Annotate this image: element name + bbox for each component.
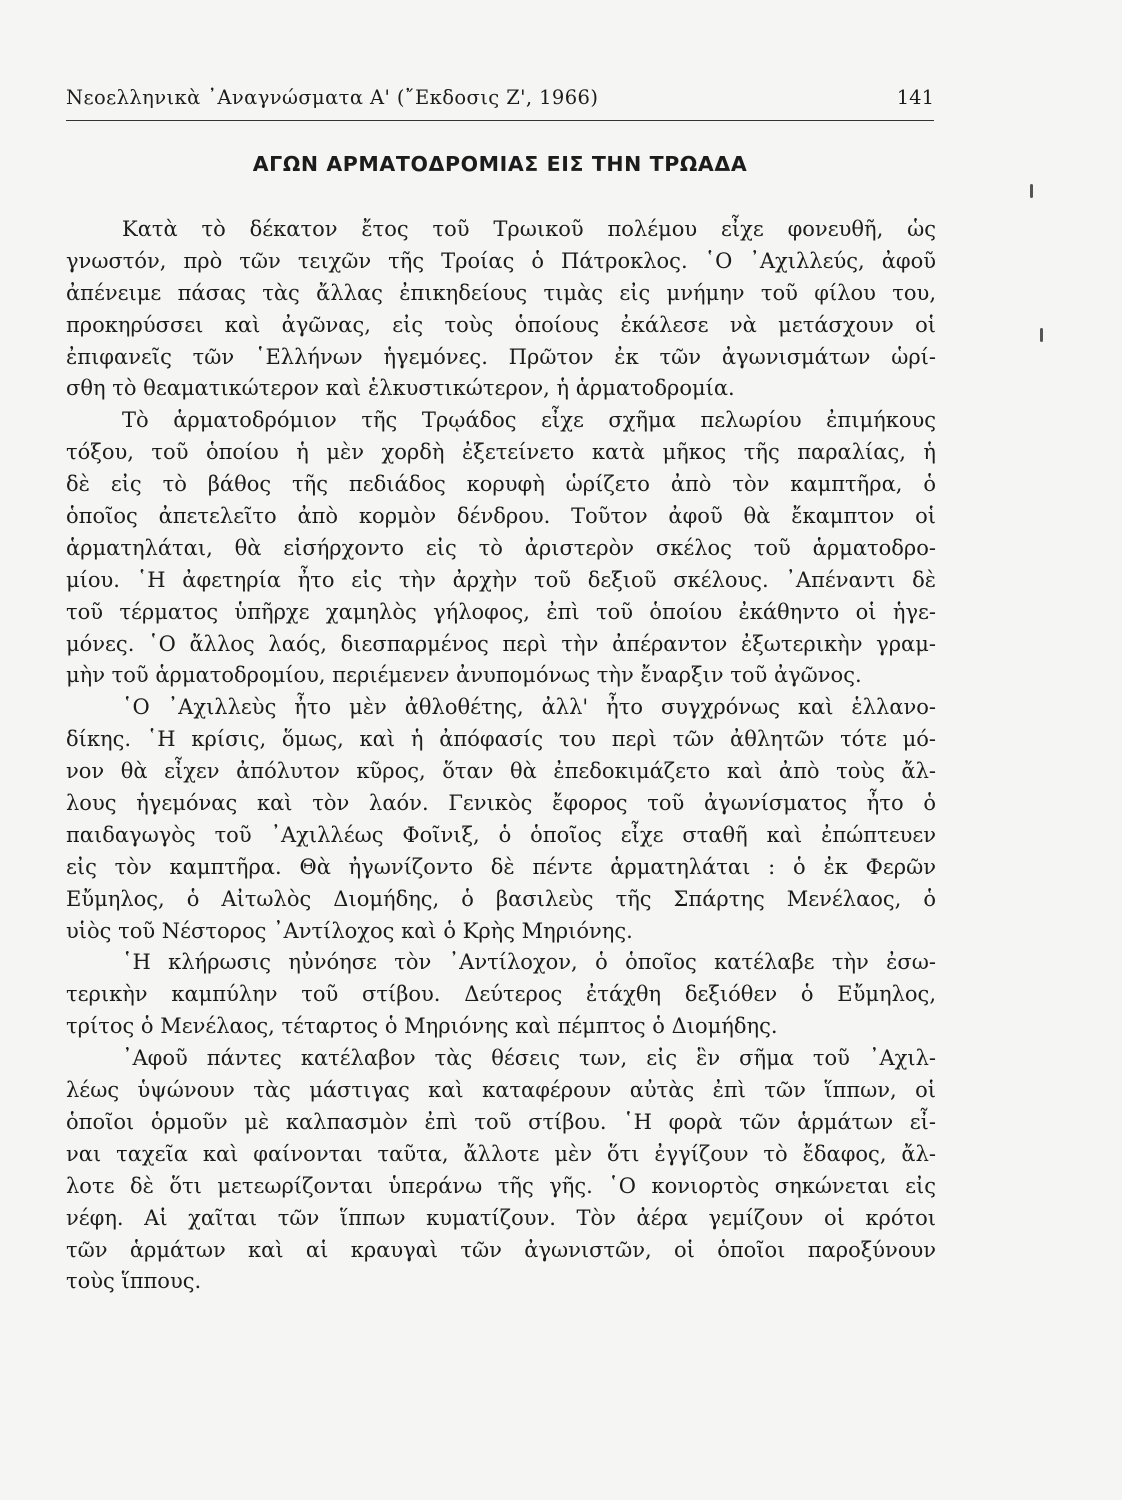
- paragraph-3: [66, 692, 936, 947]
- text-line: σθη τὸ θεαματικώτερον καὶ ἑλκυστικώτερον, ἡ ἁρματοδρομία.: [66, 376, 735, 401]
- text-line: νέφη. Αἱ χαῖται τῶν ἵππων κυματίζουν. Τὸν ἀέρα γεμίζουν οἱ κρότοι: [66, 1205, 936, 1230]
- text-line: ὁποῖοι ὁρμοῦν μὲ καλπασμὸν ἐπὶ τοῦ στίβου. ῾Η φορὰ τῶν ἁρμάτων εἶ-: [66, 1109, 936, 1134]
- text-line: λοτε δὲ ὅτι μετεωρίζονται ὑπεράνω τῆς γῆς. ῾Ο κονιορτὸς σηκώνεται εἰς: [66, 1173, 936, 1198]
- paragraph-1: [66, 214, 936, 405]
- text-line: ῾Η κλήρωσις ηὐνόησε τὸν ᾿Αντίλοχον, ὁ ὁποῖος κατέλαβε τὴν ἐσω-: [122, 950, 936, 975]
- body-text: [66, 214, 936, 1298]
- text-line: υἱὸς τοῦ Νέστορος ᾿Αντίλοχος καὶ ὁ Κρὴς Μηριόνης.: [66, 918, 633, 943]
- text-line: τρίτος ὁ Μενέλαος, τέταρτος ὁ Μηριόνης καὶ πέμπτος ὁ Διομήδης.: [66, 1014, 778, 1039]
- text-line: ἁρματηλάται, θὰ εἰσήρχοντο εἰς τὸ ἀριστερὸν σκέλος τοῦ ἁρματοδρο-: [66, 535, 936, 560]
- page-number: 141: [896, 86, 934, 109]
- text-line: Εὔμηλος, ὁ Αἰτωλὸς Διομήδης, ὁ βασιλεὺς τῆς Σπάρτης Μενέλαος, ὁ: [66, 886, 936, 911]
- text-line: λέως ὑψώνουν τὰς μάστιγας καὶ καταφέρουν αὐτὰς ἐπὶ τῶν ἵππων, οἱ: [66, 1078, 936, 1103]
- text-line: ναι ταχεῖα καὶ φαίνονται ταῦτα, ἄλλοτε μὲν ὅτι ἐγγίζουν τὸ ἔδαφος, ἄλ-: [66, 1141, 936, 1166]
- text-line: προκηρύσσει καὶ ἀγῶνας, εἰς τοὺς ὁποίους ἐκάλεσε νὰ μετάσχουν οἱ: [66, 312, 936, 337]
- text-line: Τὸ ἁρματοδρόμιον τῆς Τρῳάδος εἶχε σχῆμα πελωρίου ἐπιμήκους: [122, 408, 936, 433]
- text-line: λους ἡγεμόνας καὶ τὸν λαόν. Γενικὸς ἔφορος τοῦ ἀγωνίσματος ἦτο ὁ: [66, 791, 936, 816]
- paragraph-4: [66, 947, 936, 1043]
- text-line: νον θὰ εἶχεν ἀπόλυτον κῦρος, ὅταν θὰ ἐπεδοκιμάζετο καὶ ἀπὸ τοὺς ἄλ-: [66, 759, 936, 784]
- text-line: μόνες. ῾Ο ἄλλος λαός, διεσπαρμένος περὶ τὴν ἀπέραντον ἐξωτερικὴν γραμ-: [66, 631, 936, 656]
- text-line: εἰς τὸν καμπτῆρα. Θὰ ἠγωνίζοντο δὲ πέντε ἁρματηλάται : ὁ ἐκ Φερῶν: [66, 854, 936, 879]
- text-line: μὴν τοῦ ἁρματοδρομίου, περιέμενεν ἀνυπομόνως τὴν ἔναρξιν τοῦ ἀγῶνος.: [66, 663, 862, 688]
- margin-mark: [1030, 184, 1033, 198]
- text-line: τερικὴν καμπύλην τοῦ στίβου. Δεύτερος ἐτάχθη δεξιόθεν ὁ Εὔμηλος,: [66, 982, 936, 1007]
- text-line: τόξου, τοῦ ὁποίου ἡ μὲν χορδὴ ἐξετείνετο κατὰ μῆκος τῆς παραλίας, ἡ: [66, 440, 936, 465]
- text-line: ὁποῖος ἀπετελεῖτο ἀπὸ κορμὸν δένδρου. Τοῦτον ἀφοῦ θὰ ἔκαμπτον οἱ: [66, 504, 936, 529]
- text-line: δίκης. ῾Η κρίσις, ὅμως, καὶ ἡ ἀπόφασίς του περὶ τῶν ἀθλητῶν τότε μό-: [66, 727, 936, 752]
- running-title: Νεοελληνικὰ ᾿Αναγνώσματα Α' (῎Εκδοσις Ζ', 1966): [66, 86, 599, 109]
- paragraph-5: [66, 1043, 936, 1298]
- text-line: παιδαγωγὸς τοῦ ᾿Αχιλλέως Φοῖνιξ, ὁ ὁποῖος εἶχε σταθῆ καὶ ἐπώπτευεν: [66, 822, 936, 847]
- margin-mark: [1040, 328, 1043, 342]
- text-line: ῾Ο ᾿Αχιλλεὺς ἦτο μὲν ἀθλοθέτης, ἀλλ' ἦτο συγχρόνως καὶ ἑλλανο-: [122, 695, 936, 720]
- text-line: τοῦ τέρματος ὑπῆρχε χαμηλὸς γήλοφος, ἐπὶ τοῦ ὁποίου ἐκάθηντο οἱ ἡγε-: [66, 599, 936, 624]
- running-header: [66, 86, 934, 121]
- chapter-title: ΑΓΩΝ ΑΡΜΑΤΟΔΡΟΜΙΑΣ ΕΙΣ ΤΗΝ ΤΡΩΑΔΑ: [252, 152, 748, 176]
- paragraph-2: [66, 405, 936, 692]
- text-line: μίου. ῾Η ἀφετηρία ἦτο εἰς τὴν ἀρχὴν τοῦ δεξιοῦ σκέλους. ᾿Απέναντι δὲ: [66, 567, 936, 592]
- text-line: γνωστόν, πρὸ τῶν τειχῶν τῆς Τροίας ὁ Πάτροκλος. ῾Ο ᾿Αχιλλεύς, ἀφοῦ: [66, 248, 936, 273]
- text-line: τῶν ἁρμάτων καὶ αἱ κραυγαὶ τῶν ἀγωνιστῶν, οἱ ὁποῖοι παροξύνουν: [66, 1237, 936, 1262]
- text-line: ᾿Αφοῦ πάντες κατέλαβον τὰς θέσεις των, εἰς ἓν σῆμα τοῦ ᾿Αχιλ-: [122, 1046, 936, 1071]
- text-line: δὲ εἰς τὸ βάθος τῆς πεδιάδος κορυφὴ ὡρίζετο ἀπὸ τὸν καμπτῆρα, ὁ: [66, 472, 936, 497]
- text-line: τοὺς ἵππους.: [66, 1269, 202, 1294]
- text-line: ἀπένειμε πάσας τὰς ἄλλας ἐπικηδείους τιμὰς εἰς μνήμην τοῦ φίλου του,: [66, 280, 936, 305]
- text-line: ἐπιφανεῖς τῶν ῾Ελλήνων ἡγεμόνες. Πρῶτον ἐκ τῶν ἀγωνισμάτων ὡρί-: [66, 344, 936, 369]
- text-line: Κατὰ τὸ δέκατον ἔτος τοῦ Τρωικοῦ πολέμου εἶχε φονευθῆ, ὡς: [122, 217, 936, 241]
